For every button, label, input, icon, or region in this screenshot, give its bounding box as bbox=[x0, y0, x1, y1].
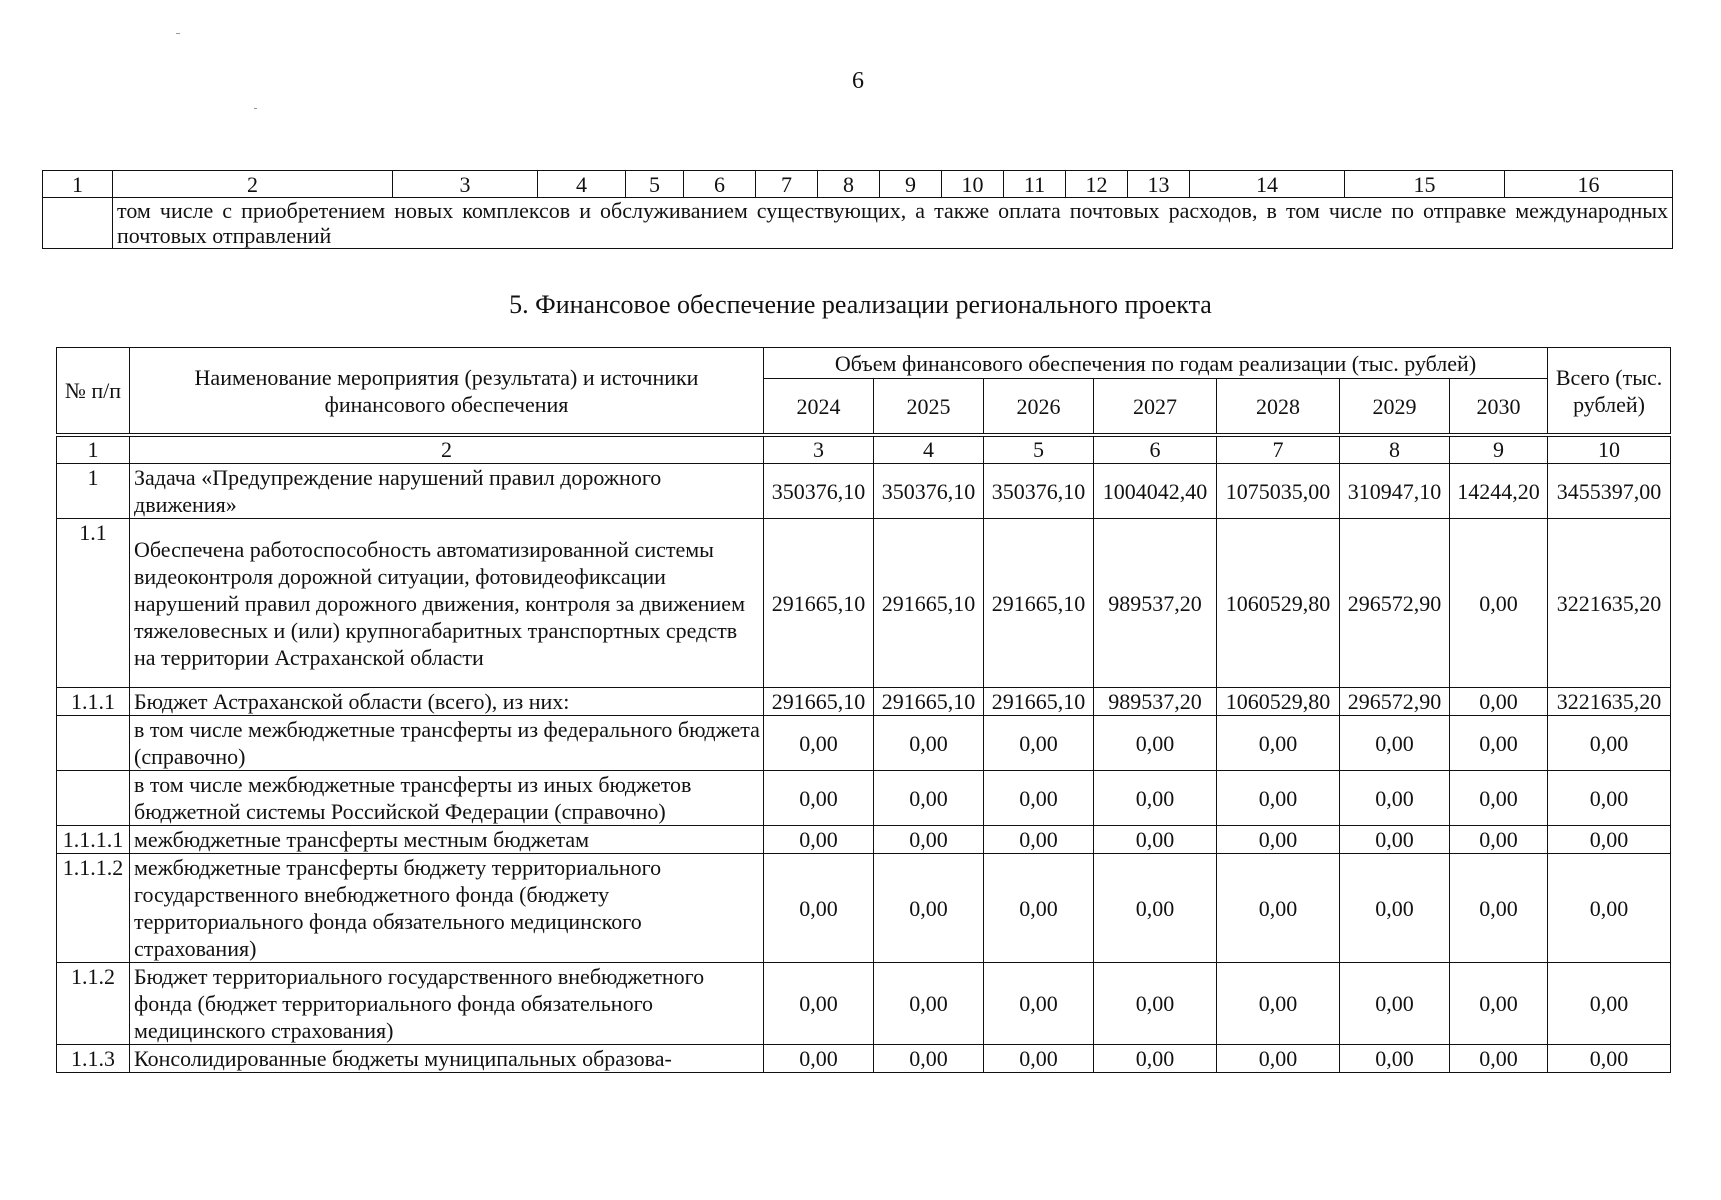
column-number: 6 bbox=[684, 171, 756, 198]
row-total: 0,00 bbox=[1548, 826, 1671, 854]
continuation-table bbox=[42, 170, 1673, 249]
column-number: 1 bbox=[43, 171, 113, 198]
column-number: 7 bbox=[1217, 435, 1340, 464]
row-value: 0,00 bbox=[874, 826, 984, 854]
row-code: 1.1.1.2 bbox=[57, 854, 130, 963]
header-year: 2029 bbox=[1340, 379, 1450, 436]
finance-row bbox=[57, 716, 1671, 771]
row-value: 1060529,80 bbox=[1217, 688, 1340, 716]
row-total: 3455397,00 bbox=[1548, 464, 1671, 519]
row-total: 0,00 bbox=[1548, 963, 1671, 1045]
finance-table bbox=[56, 347, 1671, 1073]
column-number: 1 bbox=[57, 435, 130, 464]
row-value: 0,00 bbox=[984, 771, 1094, 826]
column-number: 8 bbox=[818, 171, 880, 198]
row-value: 0,00 bbox=[874, 854, 984, 963]
row-value: 0,00 bbox=[764, 1045, 874, 1073]
continuation-text: том числе с приобретением новых комплексов и обслуживанием существующих, а также оплата почтовых расходов, в том числе по отправке международных почтовых отправлений bbox=[113, 198, 1673, 249]
row-code: 1.1 bbox=[57, 519, 130, 688]
row-value: 0,00 bbox=[1217, 716, 1340, 771]
row-code: 1.1.2 bbox=[57, 963, 130, 1045]
row-value: 0,00 bbox=[1340, 826, 1450, 854]
row-total: 0,00 bbox=[1548, 771, 1671, 826]
row-value: 0,00 bbox=[1450, 854, 1548, 963]
column-number: 15 bbox=[1345, 171, 1505, 198]
row-value: 989537,20 bbox=[1094, 519, 1217, 688]
row-total: 3221635,20 bbox=[1548, 519, 1671, 688]
row-value: 291665,10 bbox=[984, 688, 1094, 716]
row-value: 291665,10 bbox=[874, 688, 984, 716]
header-year: 2025 bbox=[874, 379, 984, 436]
header-total: Всего (тыс. рублей) bbox=[1548, 348, 1671, 436]
row-total: 0,00 bbox=[1548, 1045, 1671, 1073]
header-name: Наименование мероприятия (результата) и источники финансового обеспечения bbox=[130, 348, 764, 436]
row-code bbox=[57, 716, 130, 771]
finance-row bbox=[57, 854, 1671, 963]
row-value: 296572,90 bbox=[1340, 688, 1450, 716]
column-number: 10 bbox=[1548, 435, 1671, 464]
column-number: 3 bbox=[393, 171, 538, 198]
row-value: 0,00 bbox=[874, 716, 984, 771]
row-name: Консолидированные бюджеты муниципальных образова- bbox=[130, 1045, 764, 1073]
empty-cell bbox=[43, 198, 113, 249]
column-number: 7 bbox=[756, 171, 818, 198]
row-total: 3221635,20 bbox=[1548, 688, 1671, 716]
row-name: Бюджет территориального государственного внебюджетного фонда (бюджет территориального фонда обязательного медицинского страхования) bbox=[130, 963, 764, 1045]
row-value: 0,00 bbox=[1340, 854, 1450, 963]
row-value: 0,00 bbox=[1094, 771, 1217, 826]
row-value: 0,00 bbox=[1450, 771, 1548, 826]
row-value: 0,00 bbox=[1094, 1045, 1217, 1073]
row-value: 0,00 bbox=[1450, 963, 1548, 1045]
row-value: 0,00 bbox=[1450, 716, 1548, 771]
row-code: 1 bbox=[57, 464, 130, 519]
row-value: 0,00 bbox=[764, 771, 874, 826]
scan-mark bbox=[254, 108, 257, 109]
row-value: 0,00 bbox=[1094, 716, 1217, 771]
row-value: 0,00 bbox=[1217, 854, 1340, 963]
row-code: 1.1.3 bbox=[57, 1045, 130, 1073]
finance-row bbox=[57, 1045, 1671, 1073]
row-value: 0,00 bbox=[874, 963, 984, 1045]
page-number: 6 bbox=[852, 68, 864, 94]
row-value: 1004042,40 bbox=[1094, 464, 1217, 519]
row-value: 0,00 bbox=[1340, 771, 1450, 826]
column-number: 6 bbox=[1094, 435, 1217, 464]
row-value: 350376,10 bbox=[874, 464, 984, 519]
column-number: 16 bbox=[1505, 171, 1673, 198]
column-number: 2 bbox=[113, 171, 393, 198]
scan-mark bbox=[176, 33, 180, 34]
row-value: 0,00 bbox=[1217, 1045, 1340, 1073]
row-value: 0,00 bbox=[1450, 1045, 1548, 1073]
header-year: 2028 bbox=[1217, 379, 1340, 436]
row-value: 0,00 bbox=[984, 826, 1094, 854]
column-number: 9 bbox=[1450, 435, 1548, 464]
row-value: 1075035,00 bbox=[1217, 464, 1340, 519]
row-value: 0,00 bbox=[1340, 716, 1450, 771]
column-number: 13 bbox=[1128, 171, 1190, 198]
finance-row bbox=[57, 519, 1671, 688]
row-value: 350376,10 bbox=[984, 464, 1094, 519]
row-value: 0,00 bbox=[1094, 826, 1217, 854]
column-number: 14 bbox=[1190, 171, 1345, 198]
row-value: 0,00 bbox=[1217, 963, 1340, 1045]
row-value: 0,00 bbox=[1094, 854, 1217, 963]
row-code: 1.1.1 bbox=[57, 688, 130, 716]
header-no: № п/п bbox=[57, 348, 130, 436]
column-number: 2 bbox=[130, 435, 764, 464]
row-value: 0,00 bbox=[1450, 519, 1548, 688]
column-number: 10 bbox=[942, 171, 1004, 198]
finance-row bbox=[57, 963, 1671, 1045]
header-year: 2027 bbox=[1094, 379, 1217, 436]
row-value: 1060529,80 bbox=[1217, 519, 1340, 688]
row-name: Бюджет Астраханской области (всего), из них: bbox=[130, 688, 764, 716]
header-year-group: Объем финансового обеспечения по годам реализации (тыс. рублей) bbox=[764, 348, 1548, 379]
row-value: 291665,10 bbox=[984, 519, 1094, 688]
row-name: Обеспечена работоспособность автоматизированной системы видеоконтроля дорожной ситуации, фотовидеофиксации нарушений правил дорожного движения, контроля за движением тяжеловесных и (или) крупногабаритных транспортных средств на территории Астраханской области bbox=[130, 519, 764, 688]
row-value: 291665,10 bbox=[764, 519, 874, 688]
row-name: межбюджетные трансферты бюджету территориального государственного внебюджетного фонда (бюджету территориального фонда обязательного медицинского страхования) bbox=[130, 854, 764, 963]
row-code: 1.1.1.1 bbox=[57, 826, 130, 854]
row-value: 291665,10 bbox=[874, 519, 984, 688]
row-value: 0,00 bbox=[1450, 826, 1548, 854]
column-number: 5 bbox=[984, 435, 1094, 464]
column-number-row bbox=[43, 171, 1673, 198]
row-value: 0,00 bbox=[1094, 963, 1217, 1045]
header-year: 2024 bbox=[764, 379, 874, 436]
row-value: 0,00 bbox=[984, 716, 1094, 771]
row-name: в том числе межбюджетные трансферты из иных бюджетов бюджетной системы Российской Федерации (справочно) bbox=[130, 771, 764, 826]
finance-row bbox=[57, 771, 1671, 826]
row-code bbox=[57, 771, 130, 826]
row-value: 0,00 bbox=[984, 1045, 1094, 1073]
row-value: 0,00 bbox=[1450, 688, 1548, 716]
row-value: 296572,90 bbox=[1340, 519, 1450, 688]
column-number: 3 bbox=[764, 435, 874, 464]
row-name: Задача «Предупреждение нарушений правил дорожного движения» bbox=[130, 464, 764, 519]
row-value: 989537,20 bbox=[1094, 688, 1217, 716]
row-value: 0,00 bbox=[764, 716, 874, 771]
row-value: 310947,10 bbox=[1340, 464, 1450, 519]
column-number: 12 bbox=[1066, 171, 1128, 198]
header-year: 2030 bbox=[1450, 379, 1548, 436]
row-value: 0,00 bbox=[984, 854, 1094, 963]
continuation-row bbox=[43, 198, 1673, 249]
row-value: 0,00 bbox=[764, 826, 874, 854]
row-value: 0,00 bbox=[984, 963, 1094, 1045]
column-number: 4 bbox=[874, 435, 984, 464]
column-number: 5 bbox=[626, 171, 684, 198]
column-number: 11 bbox=[1004, 171, 1066, 198]
header-row bbox=[57, 348, 1671, 379]
row-value: 0,00 bbox=[1217, 826, 1340, 854]
row-value: 0,00 bbox=[764, 963, 874, 1045]
row-value: 0,00 bbox=[1340, 1045, 1450, 1073]
section-title: 5. Финансовое обеспечение реализации регионального проекта bbox=[509, 290, 1212, 319]
row-value: 0,00 bbox=[874, 771, 984, 826]
finance-row bbox=[57, 688, 1671, 716]
row-value: 350376,10 bbox=[764, 464, 874, 519]
row-value: 0,00 bbox=[764, 854, 874, 963]
row-value: 0,00 bbox=[1340, 963, 1450, 1045]
row-value: 291665,10 bbox=[764, 688, 874, 716]
row-total: 0,00 bbox=[1548, 716, 1671, 771]
row-value: 14244,20 bbox=[1450, 464, 1548, 519]
column-number: 8 bbox=[1340, 435, 1450, 464]
row-value: 0,00 bbox=[874, 1045, 984, 1073]
row-total: 0,00 bbox=[1548, 854, 1671, 963]
finance-row bbox=[57, 826, 1671, 854]
row-name: в том числе межбюджетные трансферты из федерального бюджета (справочно) bbox=[130, 716, 764, 771]
row-value: 0,00 bbox=[1217, 771, 1340, 826]
column-number: 4 bbox=[538, 171, 626, 198]
finance-row bbox=[57, 464, 1671, 519]
header-year: 2026 bbox=[984, 379, 1094, 436]
row-name: межбюджетные трансферты местным бюджетам bbox=[130, 826, 764, 854]
column-number: 9 bbox=[880, 171, 942, 198]
column-number-row bbox=[57, 435, 1671, 464]
